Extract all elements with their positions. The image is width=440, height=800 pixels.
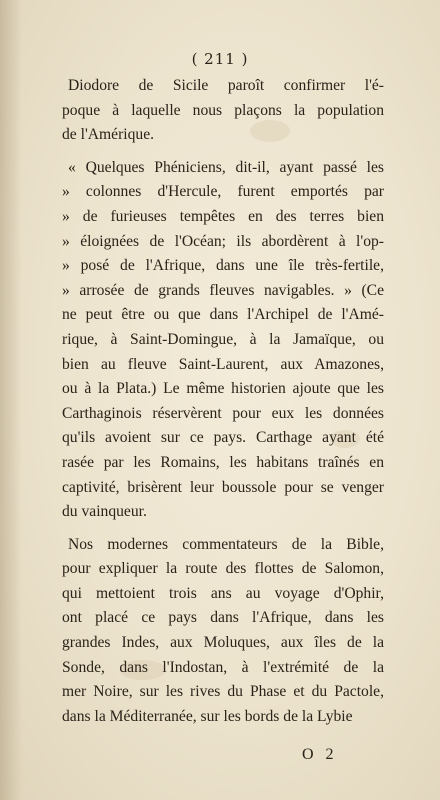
text-line: bien au fleuve Saint-Laurent, aux Amazones, [62, 355, 384, 373]
text-line: ou à la Plata.) Le même historien ajoute que les [62, 380, 384, 398]
paragraph [62, 533, 384, 730]
page-number: ( 211 ) [191, 50, 249, 68]
text-line: qu'ils avoient sur ce pays. Carthage ayant été [62, 429, 384, 447]
text-line: » posé de l'Afrique, dans une île très-fertile, [62, 257, 384, 275]
text-line: rasée par les Romains, les habitans traînés en [62, 453, 384, 471]
text-line: dans la Méditerranée, sur les bords de la Lybie [62, 707, 353, 725]
text-line: Sonde, dans l'Indostan, à l'extrémité de la [62, 658, 384, 676]
text-line: captivité, brisèrent leur boussole pour se venger [62, 478, 384, 496]
text-line: qui mettoient trois ans au voyage d'Ophir, [62, 584, 384, 602]
text-line: mer Noire, sur les rives du Phase et du Pactole, [62, 683, 384, 701]
text-line: de l'Amérique. [62, 126, 155, 144]
text-line: » éloignées de l'Océan; ils abordèrent à l'op- [62, 232, 384, 250]
signature-mark: O 2 [302, 746, 338, 763]
text-line: ont placé ce pays dans l'Afrique, dans les [62, 609, 384, 627]
text-line: Diodore de Sicile paroît confirmer l'é- [68, 77, 384, 94]
text-line: » de furieuses tempêtes en des terres bien [62, 207, 384, 225]
paragraph [62, 156, 384, 525]
paragraph [62, 74, 384, 148]
text-line: » arrosée de grands fleuves navigables. » (Ce [62, 281, 384, 299]
paragraph-gap [62, 148, 384, 156]
binding-shadow [0, 0, 22, 800]
text-line: Carthaginois réservèrent pour eux les données [62, 404, 384, 422]
body-text [62, 74, 384, 729]
text-line: Nos modernes commentateurs de la Bible, [68, 535, 384, 553]
text-line: pour expliquer la route des flottes de Salomon, [62, 560, 384, 578]
text-line: grandes Indes, aux Moluques, aux îles de la [62, 634, 384, 652]
text-line: du vainqueur. [62, 503, 147, 521]
text-line: rique, à Saint-Domingue, à la Jamaïque, ou [62, 330, 384, 348]
text-line: ne peut être ou que dans l'Archipel de l'Amé- [62, 306, 384, 324]
paragraph-gap [62, 525, 384, 533]
text-line: poque à laquelle nous plaçons la population [62, 101, 384, 119]
text-line: » colonnes d'Hercule, furent emportés par [62, 183, 384, 201]
text-line: « Quelques Phéniciens, dit-il, ayant passé les [68, 158, 384, 176]
